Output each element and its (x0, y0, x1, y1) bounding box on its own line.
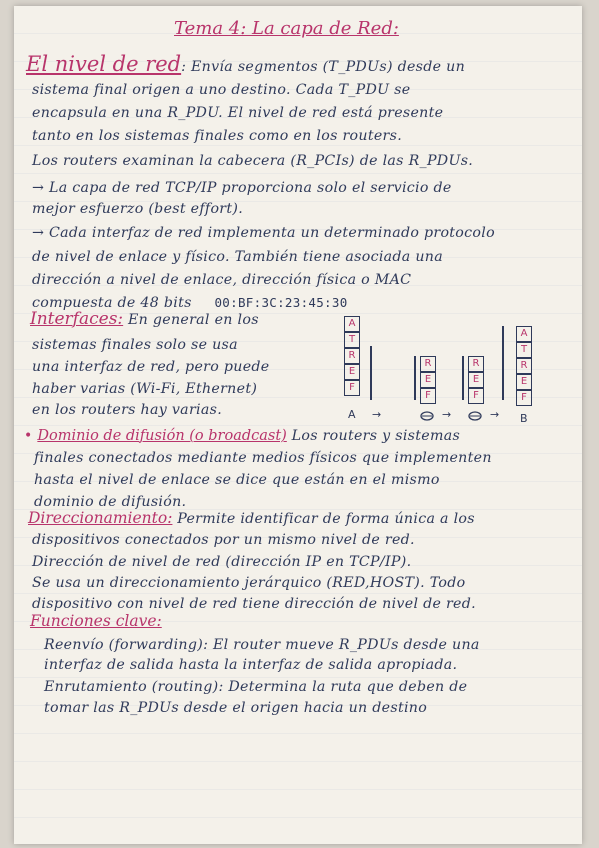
direccionamiento-heading: Direccionamiento: (28, 509, 173, 527)
text-line: dispositivos conectados por un mismo nivel de red. (32, 532, 415, 548)
text-line: Reenvío (forwarding): El router mueve R_PDUs desde una (44, 637, 480, 653)
router-icon (420, 411, 434, 421)
stack-layer: R (516, 358, 532, 374)
text-line: haber varias (Wi-Fi, Ethernet) (32, 381, 258, 397)
text-line: finales conectados mediante medios físicos que implementen (34, 450, 492, 466)
stack-layer: E (468, 372, 484, 388)
text-line: Se usa un direccionamiento jerárquico (RED,HOST). Todo (32, 575, 466, 591)
text-line: interfaz de salida hasta la interfaz de salida apropiada. (44, 657, 458, 673)
text-line: mejor esfuerzo (best effort). (32, 201, 244, 217)
text-line: Los routers y sistemas (286, 428, 461, 444)
interfaces-heading: Interfaces: (30, 309, 124, 329)
text-line: una interfaz de red, pero puede (32, 359, 270, 375)
text-line: dispositivo con nivel de red tiene dirección de nivel de red. (32, 596, 476, 612)
text-line: : Envía segmentos (T_PDUs) desde un (181, 59, 466, 75)
stack-layer: E (344, 364, 360, 380)
mac-example: 00:BF:3C:23:45:30 (214, 295, 348, 310)
router-icon (468, 411, 482, 421)
text-line: Dirección de nivel de red (dirección IP en TCP/IP). (32, 554, 412, 570)
stack-layer: F (344, 380, 360, 396)
arrow-icon: → (442, 408, 452, 421)
stack-layer: R (468, 356, 484, 372)
stack-layer: A (344, 316, 360, 332)
stack-layer: E (516, 374, 532, 390)
page-title: Tema 4: La capa de Red: (174, 18, 399, 39)
host-b-label: B (520, 412, 528, 425)
stack-layer: A (516, 326, 532, 342)
stack-layer: F (516, 390, 532, 406)
text-line: en los routers hay varias. (32, 402, 223, 418)
direccionamiento-paragraph (28, 508, 475, 527)
text-line: compuesta de 48 bits (32, 295, 192, 311)
interfaces-paragraph (30, 309, 259, 329)
text-line: hasta el nivel de enlace se dice que están en el mismo (34, 472, 440, 488)
nivel-red-paragraph (26, 52, 465, 76)
text-line: dominio de difusión. (34, 494, 187, 510)
stack-layer: F (420, 388, 436, 404)
text-line: → Cada interfaz de red implementa un determinado protocolo (32, 225, 495, 241)
text-line: de nivel de enlace y físico. También tiene asociada una (32, 249, 443, 265)
bullet-icon: • (24, 428, 33, 444)
stack-layer: T (516, 342, 532, 358)
connector-line (502, 326, 504, 400)
dominio-heading: Dominio de difusión (o broadcast) (37, 428, 287, 444)
stack-layer: T (344, 332, 360, 348)
text-line: En general en los (123, 312, 259, 328)
stack-layer: R (420, 356, 436, 372)
nivel-red-heading: El nivel de red (26, 52, 182, 76)
dominio-paragraph (24, 425, 460, 444)
arrow-icon: → (490, 408, 500, 421)
text-line: tomar las R_PDUs desde el origen hacia un destino (44, 700, 428, 716)
stack-layer: R (344, 348, 360, 364)
text-line: encapsula en una R_PDU. El nivel de red está presente (32, 105, 444, 121)
text-line: → La capa de red TCP/IP proporciona solo el servicio de (32, 180, 452, 196)
text-line: sistemas finales solo se usa (32, 337, 238, 353)
connector-line (462, 356, 464, 400)
arrow-icon: → (372, 408, 382, 421)
connector-line (370, 346, 372, 400)
notebook-page (14, 6, 582, 844)
stack-layer: E (420, 372, 436, 388)
text-line: Los routers examinan la cabecera (R_PCIs) de las R_PDUs. (32, 153, 474, 169)
text-line: tanto en los sistemas finales como en los routers. (32, 128, 403, 144)
network-stack-diagram (344, 316, 544, 431)
host-a-label: A (348, 408, 356, 421)
funciones-heading: Funciones clave: (30, 612, 162, 630)
text-line: Permite identificar de forma única a los (172, 511, 475, 527)
stack-layer: F (468, 388, 484, 404)
connector-line (414, 356, 416, 400)
text-line: sistema final origen a uno destino. Cada T_PDU se (32, 82, 411, 98)
text-line: Enrutamiento (routing): Determina la ruta que deben de (44, 679, 468, 695)
text-line: dirección a nivel de enlace, dirección física o MAC (32, 272, 412, 288)
